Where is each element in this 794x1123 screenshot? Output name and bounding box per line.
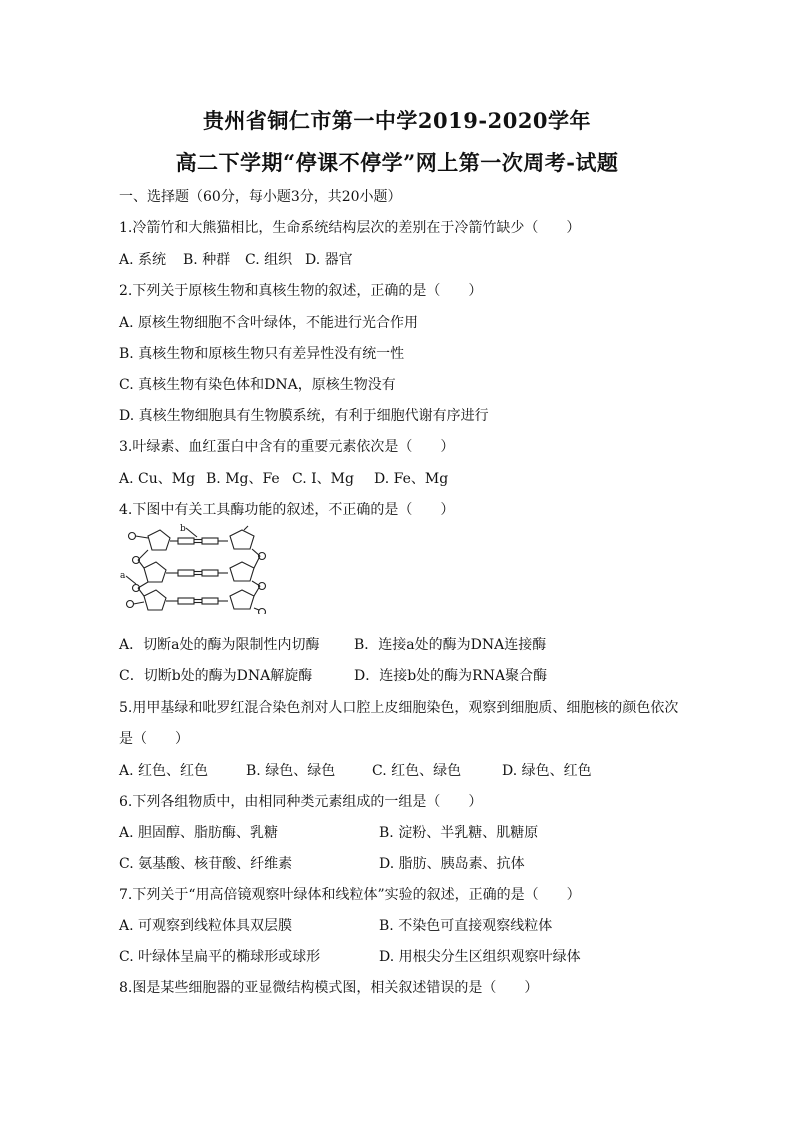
section-heading: 一、选择题（60分，每小题3分，共20小题） (119, 189, 402, 205)
question-7-option-c: C. 叶绿体呈扁平的椭球形或球形 (119, 949, 321, 965)
question-3-stem: 3.叶绿素、血红蛋白中含有的重要元素依次是（ ） (119, 439, 455, 455)
base-block (202, 538, 218, 544)
question-2-stem: 2.下列关于原核生物和真核生物的叙述，正确的是（ ） (119, 283, 483, 299)
question-2-option-c: C. 真核生物有染色体和DNA，原核生物没有 (119, 377, 396, 393)
question-5-stem-line-1: 5.用甲基绿和吡罗红混合染色剂对人口腔上皮细胞染色，观察到细胞质、细胞核的颜色依次 (119, 700, 679, 716)
base-block (202, 598, 218, 604)
deoxyribose-pentagon (144, 590, 166, 610)
question-5-option-c: C. 红色、绿色 (372, 763, 462, 779)
base-block (178, 598, 194, 604)
question-1-option-a: A. 系统 (119, 252, 167, 268)
question-4-option-d: D．连接b处的酶为RNA聚合酶 (354, 668, 548, 684)
deoxyribose-pentagon (230, 530, 254, 549)
title-line-1: 贵州省铜仁市第一中学2019-2020学年 (202, 108, 592, 133)
base-block (178, 538, 194, 544)
deoxyribose-pentagon (148, 530, 170, 550)
question-7-option-b: B. 不染色可直接观察线粒体 (379, 918, 553, 934)
title-line-2: 高二下学期“停课不停学”网上第一次周考-试题 (175, 150, 619, 175)
deoxyribose-pentagon (230, 562, 254, 581)
question-5-stem-line-2: 是（ ） (119, 731, 189, 747)
base-block (178, 570, 194, 576)
question-6-option-b: B. 淀粉、半乳糖、肌糖原 (379, 825, 539, 841)
question-2-option-d: D. 真核生物细胞具有生物膜系统，有利于细胞代谢有序进行 (119, 408, 489, 424)
question-4-stem: 4.下图中有关工具酶功能的叙述，不正确的是（ ） (119, 502, 455, 518)
question-7-option-d: D. 用根尖分生区组织观察叶绿体 (379, 949, 581, 965)
question-3-option-a: A. Cu、Mg (119, 471, 196, 487)
question-6-option-d: D. 脂肪、胰岛素、抗体 (379, 856, 525, 872)
question-5-option-a: A. 红色、红色 (119, 763, 209, 779)
question-4-option-c: C．切断b处的酶为DNA解旋酶 (119, 668, 313, 684)
question-2-option-b: B. 真核生物和原核生物只有差异性没有统一性 (119, 346, 405, 362)
question-4-option-b: B．连接a处的酶为DNA连接酶 (354, 637, 547, 653)
question-1-option-b: B. 种群 (183, 252, 231, 268)
question-7-option-a: A. 可观察到线粒体具双层膜 (119, 918, 293, 934)
question-6-option-a: A. 胆固醇、脂肪酶、乳糖 (119, 825, 279, 841)
phosphate-circle (127, 601, 134, 608)
question-6-option-c: C. 氨基酸、核苷酸、纤维素 (119, 856, 293, 872)
question-3-option-b: B. Mg、Fe (206, 471, 280, 487)
question-8-stem: 8.图是某些细胞器的亚显微结构模式图，相关叙述错误的是（ ） (119, 980, 539, 996)
question-2-option-a: A. 原核生物细胞不含叶绿体，不能进行光合作用 (119, 315, 419, 331)
dna-structure-figure (120, 524, 280, 614)
label-a: a (120, 571, 126, 581)
question-5-option-b: B. 绿色、绿色 (246, 763, 336, 779)
question-5-option-d: D. 绿色、红色 (502, 763, 592, 779)
question-3-option-c: C. I、Mg (292, 471, 354, 487)
phosphate-circle (129, 533, 136, 540)
phosphate-circle (259, 609, 266, 615)
question-1-stem: 1.冷箭竹和大熊猫相比，生命系统结构层次的差别在于冷箭竹缺少（ ） (119, 220, 581, 236)
question-4-option-a: A．切断a处的酶为限制性内切酶 (119, 637, 320, 653)
deoxyribose-pentagon (230, 590, 254, 609)
question-6-stem: 6.下列各组物质中，由相同种类元素组成的一组是（ ） (119, 794, 483, 810)
deoxyribose-pentagon (144, 562, 166, 582)
question-3-option-d: D. Fe、Mg (374, 471, 449, 487)
base-block (202, 570, 218, 576)
question-7-stem: 7.下列关于“用高倍镜观察叶绿体和线粒体”实验的叙述，正确的是（ ） (119, 887, 581, 903)
label-b: b (180, 524, 186, 534)
question-1-option-c: C. 组织 (245, 252, 293, 268)
question-1-option-d: D. 器官 (305, 252, 353, 268)
